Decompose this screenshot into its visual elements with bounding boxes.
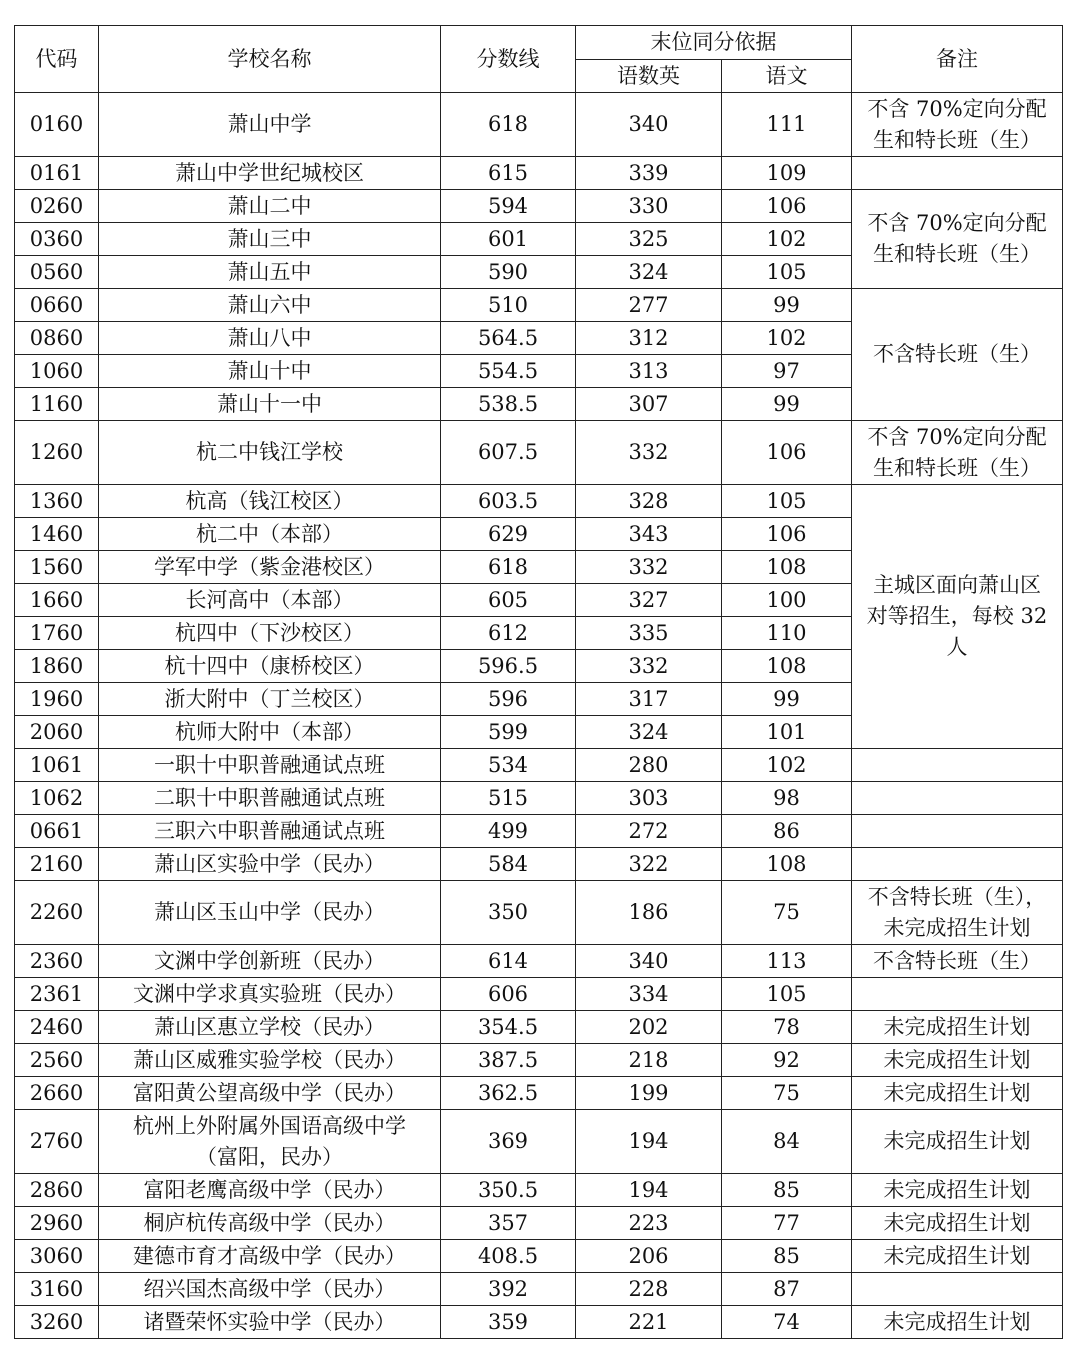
cell-score: 606: [441, 978, 576, 1011]
school-name-line: 杭州上外附属外国语高级中学: [133, 1113, 406, 1138]
cell-school-name: 长河高中（本部）: [99, 584, 441, 617]
cell-remarks: 未完成招生计划: [852, 1110, 1063, 1174]
score-table-container: [14, 25, 1062, 1339]
table-row: [15, 881, 1063, 945]
cell-chinese: 110: [722, 617, 852, 650]
cell-school-name: 萧山六中: [99, 289, 441, 322]
remark-line: 人: [946, 635, 968, 659]
cell-code: 2960: [15, 1207, 99, 1240]
cell-remarks: [852, 978, 1063, 1011]
cell-remarks: 未完成招生计划: [852, 1011, 1063, 1044]
table-row: [15, 1110, 1063, 1174]
table-row: [15, 945, 1063, 978]
cell-school-name: [99, 1110, 441, 1174]
cell-school-name: 学军中学（紫金港校区）: [99, 551, 441, 584]
cell-score: 357: [441, 1207, 576, 1240]
cell-chn-math-eng: 206: [576, 1240, 722, 1273]
table-row: [15, 782, 1063, 815]
cell-score: 408.5: [441, 1240, 576, 1273]
header-remarks: 备注: [852, 26, 1063, 93]
cell-chinese: 106: [722, 190, 852, 223]
table-row: [15, 978, 1063, 1011]
cell-school-name: 萧山十中: [99, 355, 441, 388]
table-row: [15, 1240, 1063, 1273]
remark-line: 不含 70%定向分配: [867, 424, 1047, 449]
cell-school-name: 萧山八中: [99, 322, 441, 355]
cell-chn-math-eng: 327: [576, 584, 722, 617]
cell-chinese: 113: [722, 945, 852, 978]
cell-remarks: 不含特长班（生）: [852, 945, 1063, 978]
cell-code: 1560: [15, 551, 99, 584]
cell-remarks: [852, 93, 1063, 157]
table-row: [15, 190, 1063, 223]
cell-school-name: 萧山五中: [99, 256, 441, 289]
cell-score: 564.5: [441, 322, 576, 355]
cell-school-name: 三职六中职普融通试点班: [99, 815, 441, 848]
cell-school-name: 萧山区玉山中学（民办）: [99, 881, 441, 945]
cell-chn-math-eng: 277: [576, 289, 722, 322]
table-row: [15, 1273, 1063, 1306]
remark-line: 生和特长班（生）: [873, 455, 1041, 480]
cell-code: 0860: [15, 322, 99, 355]
cell-score: 354.5: [441, 1011, 576, 1044]
cell-score: 618: [441, 551, 576, 584]
cell-chinese: 75: [722, 1077, 852, 1110]
cell-school-name: 杭二中钱江学校: [99, 421, 441, 485]
cell-code: 0360: [15, 223, 99, 256]
cell-remarks: [852, 815, 1063, 848]
header-school-name: 学校名称: [99, 26, 441, 93]
cell-score: 369: [441, 1110, 576, 1174]
remark-line: 不含 70%定向分配: [867, 96, 1047, 121]
cell-code: 1660: [15, 584, 99, 617]
table-row: [15, 1011, 1063, 1044]
cell-code: 2460: [15, 1011, 99, 1044]
cell-chinese: 85: [722, 1174, 852, 1207]
cell-remarks: 不含特长班（生）: [852, 289, 1063, 421]
cell-school-name: 萧山三中: [99, 223, 441, 256]
table-row: [15, 93, 1063, 157]
remark-line: 生和特长班（生）: [873, 127, 1041, 152]
cell-chn-math-eng: 339: [576, 157, 722, 190]
cell-school-name: 二职十中职普融通试点班: [99, 782, 441, 815]
cell-school-name: 杭师大附中（本部）: [99, 716, 441, 749]
cell-score: 362.5: [441, 1077, 576, 1110]
table-row: [15, 848, 1063, 881]
cell-school-name: 萧山区惠立学校（民办）: [99, 1011, 441, 1044]
cell-score: 612: [441, 617, 576, 650]
cell-school-name: 杭高（钱江校区）: [99, 485, 441, 518]
cell-school-name: 杭十四中（康桥校区）: [99, 650, 441, 683]
cell-score: 615: [441, 157, 576, 190]
cell-score: 603.5: [441, 485, 576, 518]
cell-code: 0161: [15, 157, 99, 190]
cell-score: 534: [441, 749, 576, 782]
cell-school-name: 绍兴国杰高级中学（民办）: [99, 1273, 441, 1306]
cell-chinese: 108: [722, 551, 852, 584]
cell-chinese: 101: [722, 716, 852, 749]
cell-score: 584: [441, 848, 576, 881]
header-code: 代码: [15, 26, 99, 93]
cell-school-name: 萧山区实验中学（民办）: [99, 848, 441, 881]
cell-score: 605: [441, 584, 576, 617]
cell-code: 1360: [15, 485, 99, 518]
cell-chinese: 105: [722, 978, 852, 1011]
table-row: [15, 749, 1063, 782]
cell-score: 538.5: [441, 388, 576, 421]
cell-score: 392: [441, 1273, 576, 1306]
cell-score: 554.5: [441, 355, 576, 388]
cell-chn-math-eng: 218: [576, 1044, 722, 1077]
cell-chinese: 100: [722, 584, 852, 617]
cell-school-name: 文渊中学创新班（民办）: [99, 945, 441, 978]
table-row: [15, 485, 1063, 518]
remark-line: 不含 70%定向分配: [867, 211, 1047, 235]
cell-remarks: [852, 848, 1063, 881]
cell-chn-math-eng: 303: [576, 782, 722, 815]
cell-remarks: [852, 157, 1063, 190]
cell-school-name: 杭四中（下沙校区）: [99, 617, 441, 650]
cell-chinese: 84: [722, 1110, 852, 1174]
cell-code: 3260: [15, 1306, 99, 1339]
cell-code: 1260: [15, 421, 99, 485]
admission-score-table: [14, 25, 1063, 1339]
cell-code: 0160: [15, 93, 99, 157]
remark-line: 主城区面向萧山区: [873, 573, 1041, 597]
cell-chinese: 102: [722, 749, 852, 782]
cell-code: 2260: [15, 881, 99, 945]
cell-remarks: [852, 190, 1063, 289]
cell-chinese: 105: [722, 256, 852, 289]
header-tie-basis: 末位同分依据: [576, 26, 852, 60]
cell-remarks: [852, 881, 1063, 945]
cell-school-name: 诸暨荣怀实验中学（民办）: [99, 1306, 441, 1339]
cell-score: 629: [441, 518, 576, 551]
cell-code: 3060: [15, 1240, 99, 1273]
table-row: [15, 1077, 1063, 1110]
cell-chinese: 86: [722, 815, 852, 848]
cell-code: 2060: [15, 716, 99, 749]
cell-remarks: [852, 1273, 1063, 1306]
cell-chinese: 77: [722, 1207, 852, 1240]
cell-code: 2360: [15, 945, 99, 978]
table-row: [15, 289, 1063, 322]
cell-school-name: 文渊中学求真实验班（民办）: [99, 978, 441, 1011]
cell-chn-math-eng: 340: [576, 945, 722, 978]
cell-chn-math-eng: 312: [576, 322, 722, 355]
header-score-line: 分数线: [441, 26, 576, 93]
cell-chn-math-eng: 199: [576, 1077, 722, 1110]
cell-code: 0260: [15, 190, 99, 223]
cell-chn-math-eng: 332: [576, 650, 722, 683]
cell-chinese: 102: [722, 223, 852, 256]
cell-chinese: 108: [722, 650, 852, 683]
cell-chn-math-eng: 335: [576, 617, 722, 650]
cell-chinese: 105: [722, 485, 852, 518]
cell-score: 499: [441, 815, 576, 848]
remark-line: 不含特长班（生），: [867, 884, 1047, 909]
cell-code: 0661: [15, 815, 99, 848]
cell-school-name: 浙大附中（丁兰校区）: [99, 683, 441, 716]
cell-chinese: 87: [722, 1273, 852, 1306]
header-chn-math-eng: 语数英: [576, 60, 722, 93]
cell-remarks: [852, 485, 1063, 749]
remark-line: 对等招生，每校 32: [866, 604, 1048, 628]
cell-chinese: 99: [722, 683, 852, 716]
cell-chn-math-eng: 332: [576, 551, 722, 584]
cell-code: 1460: [15, 518, 99, 551]
cell-chn-math-eng: 223: [576, 1207, 722, 1240]
cell-score: 618: [441, 93, 576, 157]
cell-remarks: 未完成招生计划: [852, 1044, 1063, 1077]
cell-chinese: 102: [722, 322, 852, 355]
cell-chn-math-eng: 330: [576, 190, 722, 223]
cell-code: 0560: [15, 256, 99, 289]
cell-chinese: 97: [722, 355, 852, 388]
school-name-line: （富阳，民办）: [196, 1144, 343, 1169]
cell-school-name: 萧山十一中: [99, 388, 441, 421]
cell-chn-math-eng: 343: [576, 518, 722, 551]
cell-code: 1061: [15, 749, 99, 782]
cell-school-name: 富阳黄公望高级中学（民办）: [99, 1077, 441, 1110]
cell-score: 614: [441, 945, 576, 978]
cell-score: 596: [441, 683, 576, 716]
cell-code: 2560: [15, 1044, 99, 1077]
cell-chn-math-eng: 324: [576, 716, 722, 749]
remark-line: 未完成招生计划: [883, 915, 1031, 940]
cell-code: 2361: [15, 978, 99, 1011]
cell-code: 2760: [15, 1110, 99, 1174]
cell-score: 350: [441, 881, 576, 945]
cell-chinese: 106: [722, 518, 852, 551]
cell-code: 1960: [15, 683, 99, 716]
cell-score: 350.5: [441, 1174, 576, 1207]
cell-school-name: 萧山区威雅实验学校（民办）: [99, 1044, 441, 1077]
cell-chn-math-eng: 317: [576, 683, 722, 716]
cell-chinese: 75: [722, 881, 852, 945]
cell-code: 1060: [15, 355, 99, 388]
cell-code: 2160: [15, 848, 99, 881]
cell-code: 1160: [15, 388, 99, 421]
cell-chinese: 109: [722, 157, 852, 190]
cell-school-name: 一职十中职普融通试点班: [99, 749, 441, 782]
cell-score: 594: [441, 190, 576, 223]
cell-chinese: 92: [722, 1044, 852, 1077]
cell-code: 1062: [15, 782, 99, 815]
cell-chinese: 78: [722, 1011, 852, 1044]
cell-remarks: 未完成招生计划: [852, 1207, 1063, 1240]
cell-chn-math-eng: 272: [576, 815, 722, 848]
cell-remarks: 未完成招生计划: [852, 1077, 1063, 1110]
cell-chn-math-eng: 340: [576, 93, 722, 157]
cell-score: 515: [441, 782, 576, 815]
cell-code: 1760: [15, 617, 99, 650]
table-row: [15, 1174, 1063, 1207]
cell-score: 510: [441, 289, 576, 322]
cell-chn-math-eng: 325: [576, 223, 722, 256]
cell-score: 607.5: [441, 421, 576, 485]
cell-chn-math-eng: 194: [576, 1174, 722, 1207]
cell-score: 590: [441, 256, 576, 289]
cell-chn-math-eng: 334: [576, 978, 722, 1011]
cell-chn-math-eng: 186: [576, 881, 722, 945]
cell-school-name: 富阳老鹰高级中学（民办）: [99, 1174, 441, 1207]
table-row: [15, 1306, 1063, 1339]
cell-code: 0660: [15, 289, 99, 322]
cell-chn-math-eng: 228: [576, 1273, 722, 1306]
cell-score: 359: [441, 1306, 576, 1339]
cell-school-name: 杭二中（本部）: [99, 518, 441, 551]
cell-school-name: 桐庐杭传高级中学（民办）: [99, 1207, 441, 1240]
cell-code: 2660: [15, 1077, 99, 1110]
cell-chinese: 99: [722, 289, 852, 322]
cell-chn-math-eng: 324: [576, 256, 722, 289]
cell-chn-math-eng: 221: [576, 1306, 722, 1339]
cell-school-name: 萧山中学: [99, 93, 441, 157]
table-row: [15, 1044, 1063, 1077]
cell-chn-math-eng: 307: [576, 388, 722, 421]
cell-chn-math-eng: 280: [576, 749, 722, 782]
cell-chinese: 99: [722, 388, 852, 421]
cell-chn-math-eng: 202: [576, 1011, 722, 1044]
table-row: [15, 157, 1063, 190]
cell-school-name: 萧山中学世纪城校区: [99, 157, 441, 190]
cell-code: 3160: [15, 1273, 99, 1306]
header-chinese: 语文: [722, 60, 852, 93]
cell-code: 1860: [15, 650, 99, 683]
table-row: [15, 815, 1063, 848]
cell-chinese: 106: [722, 421, 852, 485]
cell-chinese: 98: [722, 782, 852, 815]
cell-score: 596.5: [441, 650, 576, 683]
cell-score: 387.5: [441, 1044, 576, 1077]
cell-score: 599: [441, 716, 576, 749]
cell-chn-math-eng: 194: [576, 1110, 722, 1174]
table-row: [15, 421, 1063, 485]
cell-code: 2860: [15, 1174, 99, 1207]
cell-chn-math-eng: 322: [576, 848, 722, 881]
remark-line: 生和特长班（生）: [873, 242, 1041, 266]
cell-chinese: 108: [722, 848, 852, 881]
cell-remarks: 未完成招生计划: [852, 1306, 1063, 1339]
cell-chn-math-eng: 313: [576, 355, 722, 388]
cell-remarks: 未完成招生计划: [852, 1240, 1063, 1273]
cell-remarks: [852, 782, 1063, 815]
cell-remarks: 未完成招生计划: [852, 1174, 1063, 1207]
cell-chinese: 74: [722, 1306, 852, 1339]
cell-school-name: 建德市育才高级中学（民办）: [99, 1240, 441, 1273]
cell-remarks: [852, 749, 1063, 782]
cell-remarks: [852, 421, 1063, 485]
table-row: [15, 1207, 1063, 1240]
cell-chn-math-eng: 328: [576, 485, 722, 518]
cell-chn-math-eng: 332: [576, 421, 722, 485]
cell-chinese: 85: [722, 1240, 852, 1273]
cell-school-name: 萧山二中: [99, 190, 441, 223]
cell-score: 601: [441, 223, 576, 256]
cell-chinese: 111: [722, 93, 852, 157]
